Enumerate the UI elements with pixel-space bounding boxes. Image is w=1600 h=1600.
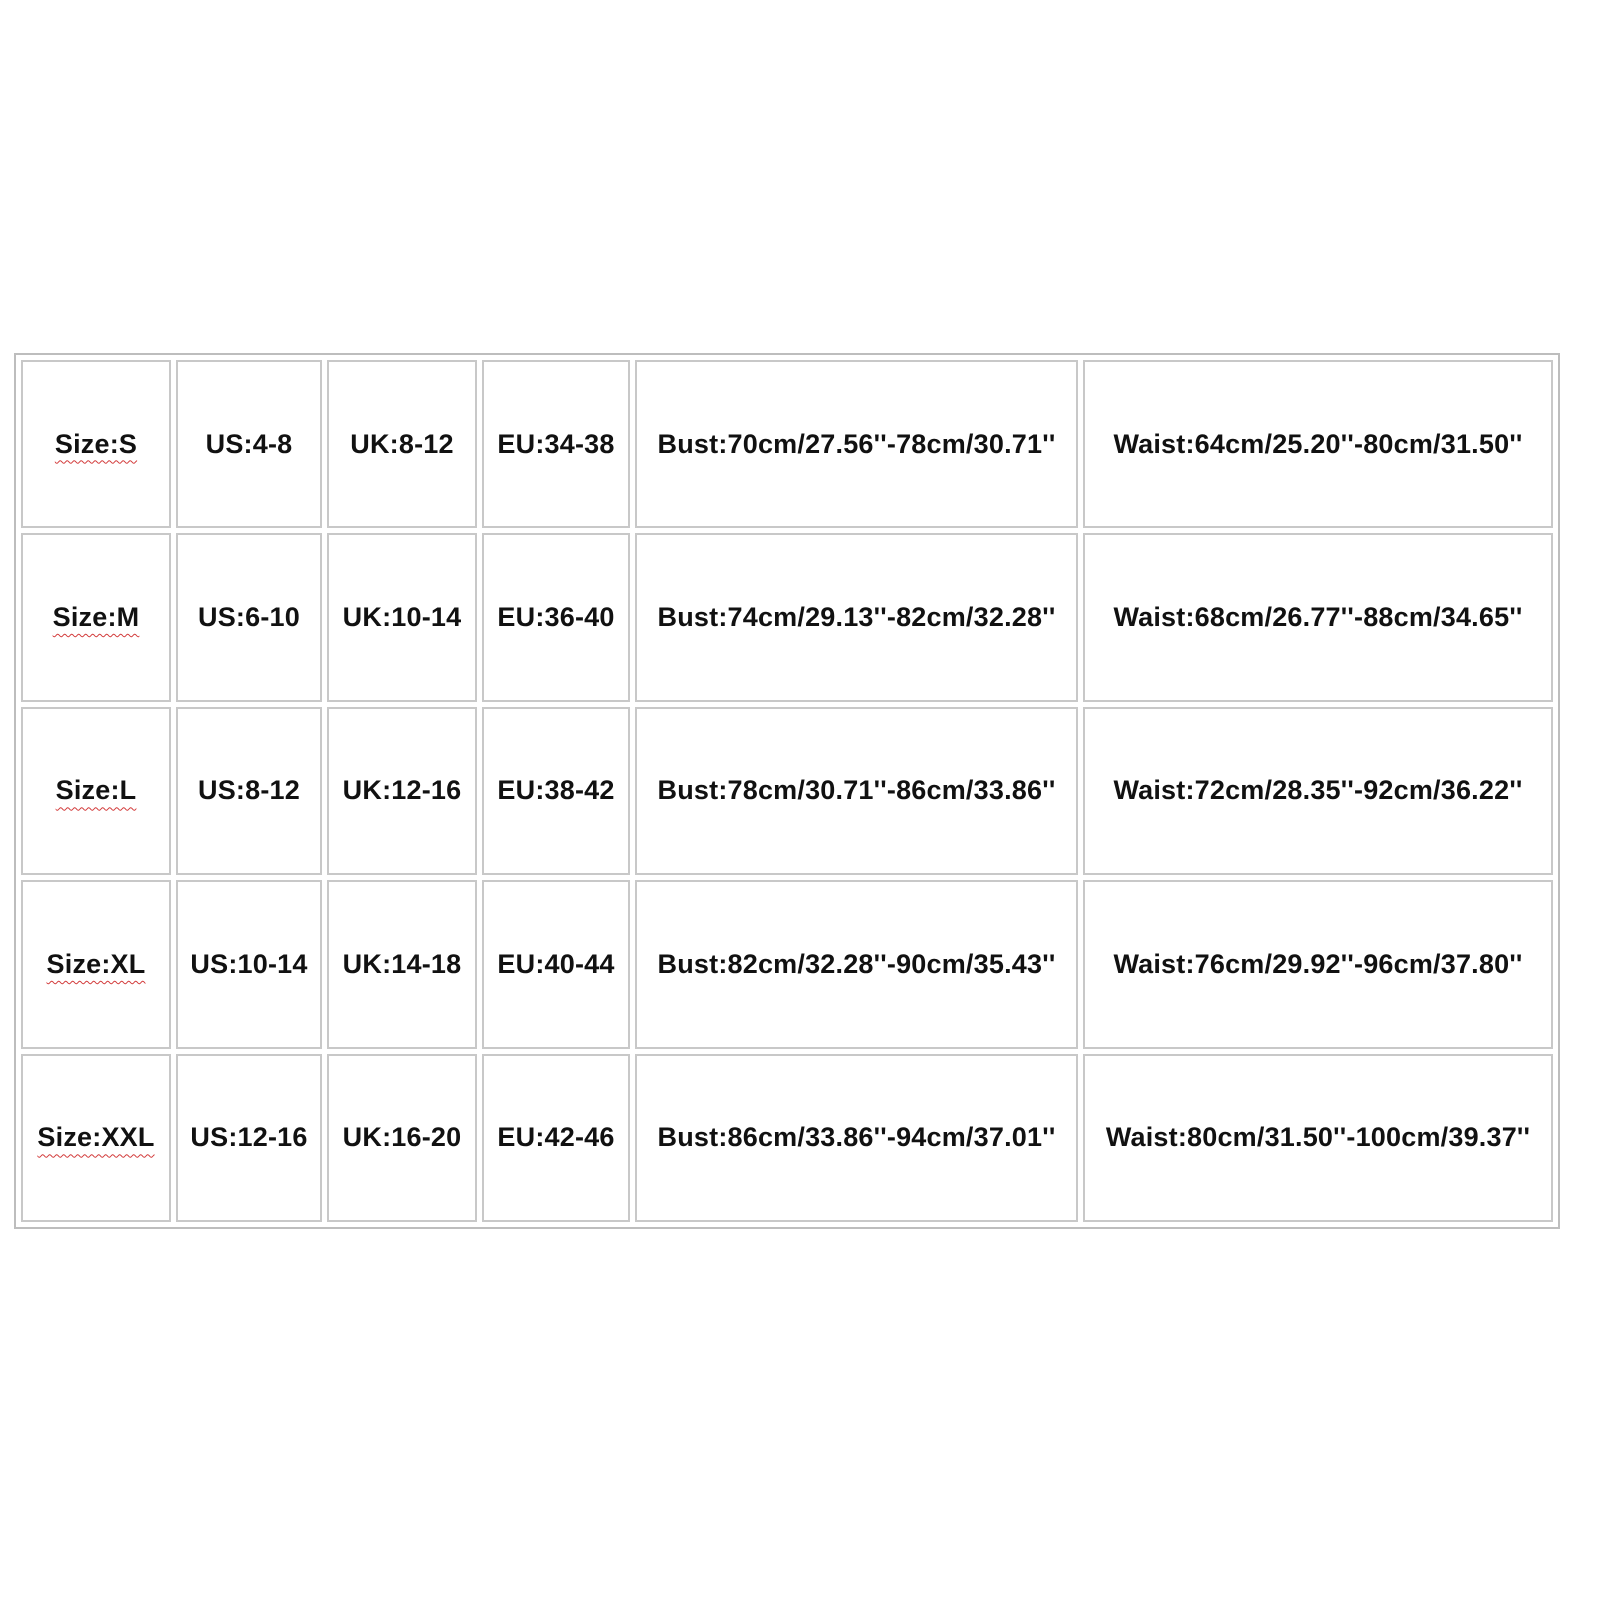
eu-size-cell: EU:36-40 [482,533,630,701]
uk-size-cell: UK:8-12 [327,360,477,528]
waist-cell: Waist:76cm/29.92''-96cm/37.80'' [1083,880,1553,1048]
uk-size-cell: UK:12-16 [327,707,477,875]
waist-cell: Waist:68cm/26.77''-88cm/34.65'' [1083,533,1553,701]
size-label: Size:M [52,602,140,633]
size-label: Size:XL [46,948,146,979]
eu-size-cell: EU:42-46 [482,1054,630,1222]
bust-cell: Bust:74cm/29.13''-82cm/32.28'' [635,533,1078,701]
us-size-cell: US:8-12 [176,707,322,875]
size-cell [21,360,171,528]
table-row [21,707,1553,875]
waist-cell: Waist:72cm/28.35''-92cm/36.22'' [1083,707,1553,875]
size-cell [21,707,171,875]
bust-cell: Bust:86cm/33.86''-94cm/37.01'' [635,1054,1078,1222]
bust-cell: Bust:82cm/32.28''-90cm/35.43'' [635,880,1078,1048]
waist-cell: Waist:64cm/25.20''-80cm/31.50'' [1083,360,1553,528]
table-row [21,533,1553,701]
table-row [21,1054,1553,1222]
eu-size-cell: EU:38-42 [482,707,630,875]
size-cell [21,880,171,1048]
size-cell [21,1054,171,1222]
size-label: Size:XXL [37,1122,155,1153]
us-size-cell: US:10-14 [176,880,322,1048]
bust-cell: Bust:70cm/27.56''-78cm/30.71'' [635,360,1078,528]
size-cell [21,533,171,701]
us-size-cell: US:6-10 [176,533,322,701]
us-size-cell: US:12-16 [176,1054,322,1222]
size-label: Size:L [55,775,137,806]
table-row [21,360,1553,528]
uk-size-cell: UK:16-20 [327,1054,477,1222]
waist-cell: Waist:80cm/31.50''-100cm/39.37'' [1083,1054,1553,1222]
eu-size-cell: EU:40-44 [482,880,630,1048]
table-row [21,880,1553,1048]
uk-size-cell: UK:10-14 [327,533,477,701]
size-label: Size:S [54,428,138,459]
uk-size-cell: UK:14-18 [327,880,477,1048]
us-size-cell: US:4-8 [176,360,322,528]
bust-cell: Bust:78cm/30.71''-86cm/33.86'' [635,707,1078,875]
eu-size-cell: EU:34-38 [482,360,630,528]
size-chart-table [14,353,1560,1229]
